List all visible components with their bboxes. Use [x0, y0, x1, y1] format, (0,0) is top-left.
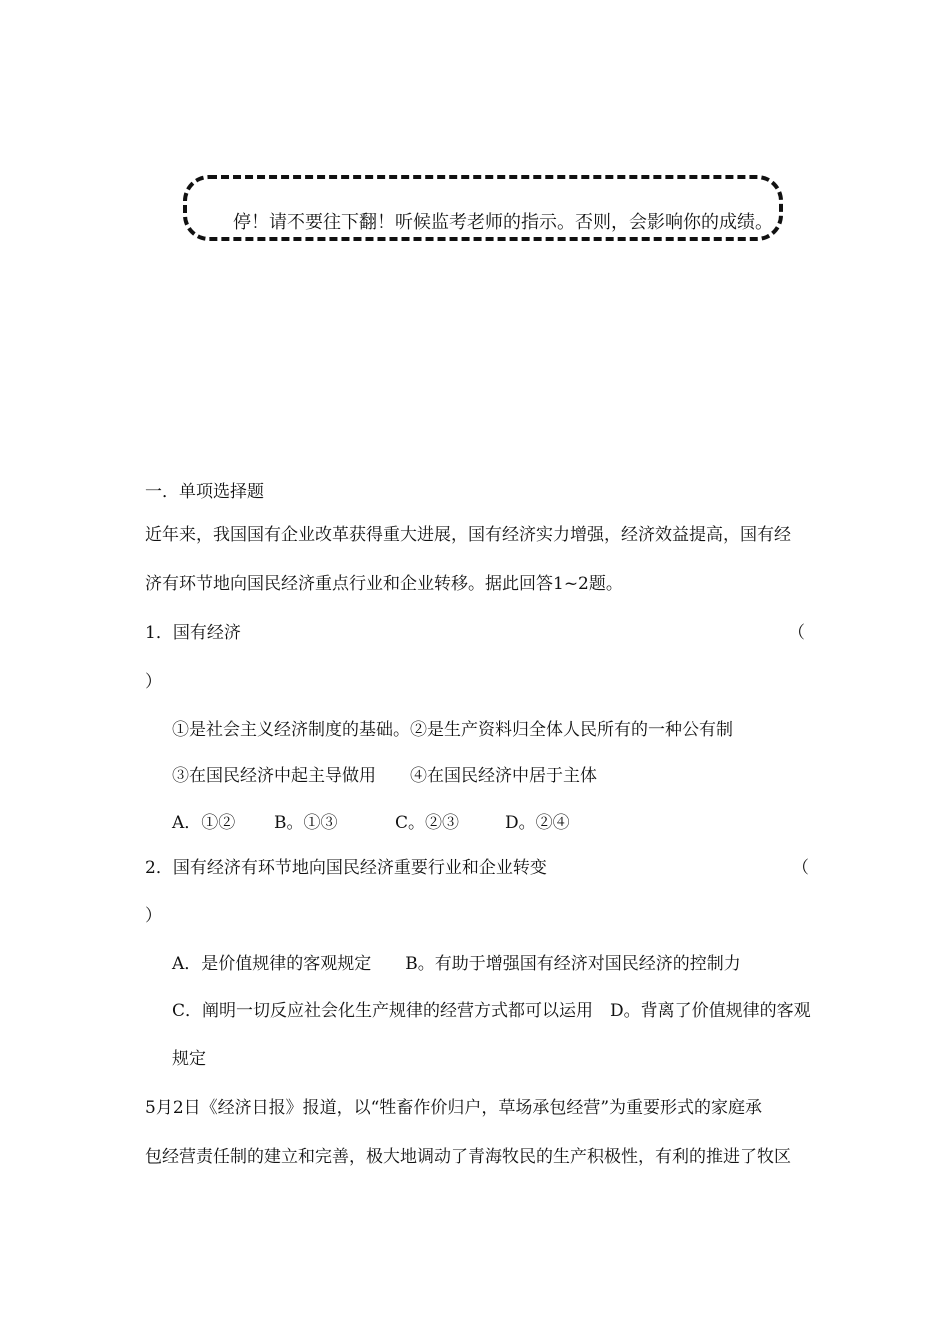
question2-options-ab: A．是价值规律的客观规定 B。有助于增强国有经济对国民经济的控制力 [172, 954, 741, 974]
question2-bracket-close: ） [145, 906, 162, 926]
question2-stem: 2．国有经济有环节地向国民经济重要行业和企业转变 [145, 858, 547, 878]
question1-option-a: A．①② [172, 813, 236, 833]
passage2-line2: 包经营责任制的建立和完善，极大地调动了青海牧民的生产积极性，有利的推进了牧区 [145, 1147, 791, 1167]
passage1-line2: 济有环节地向国民经济重点行业和企业转移。据此回答1~2题。 [145, 574, 623, 594]
question1-options [172, 812, 570, 834]
section-title: 一．单项选择题 [145, 482, 264, 502]
question1-bracket-open: （ [788, 623, 805, 643]
question1-statement1: ①是社会主义经济制度的基础。②是生产资料归全体人民所有的一种公有制 [172, 720, 733, 740]
question2-options-cd: C．阐明一切反应社会化生产规律的经营方式都可以运用 D。背离了价值规律的客观 [172, 1001, 811, 1021]
question1-option-b: B。①③ [274, 813, 338, 833]
question1-bracket-close: ） [145, 672, 162, 692]
warning-notice-box [183, 175, 783, 241]
question1-option-d: D。②④ [505, 813, 570, 833]
warning-notice-text: 停！请不要往下翻！听候监考老师的指示。否则，会影响你的成绩。 [233, 212, 773, 233]
passage1-line1: 近年来，我国国有企业改革获得重大进展，国有经济实力增强，经济效益提高，国有经 [145, 525, 791, 545]
question1-option-c: C。②③ [395, 813, 460, 833]
passage2-line1: 5月2日《经济日报》报道，以“牲畜作价归户，草场承包经营”为重要形式的家庭承 [145, 1098, 763, 1118]
question2-options-cd-continued: 规定 [172, 1049, 206, 1069]
question1-stem: 1．国有经济 [145, 623, 241, 643]
question2-bracket-open: （ [792, 858, 809, 878]
question1-statement2: ③在国民经济中起主导做用 ④在国民经济中居于主体 [172, 766, 597, 786]
